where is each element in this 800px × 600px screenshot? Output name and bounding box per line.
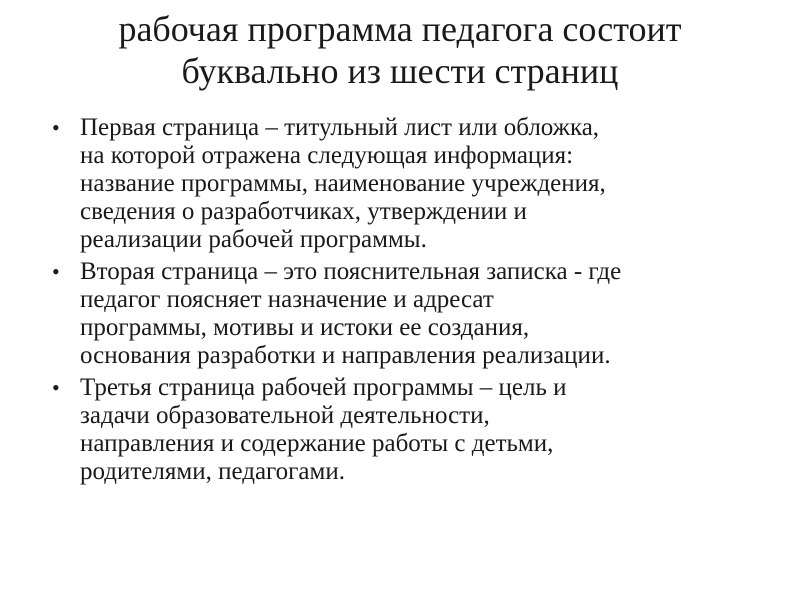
bullet-line: сведения о разработчиках, утверждении и <box>80 198 527 225</box>
bullet-line: на которой отражена следующая информация: <box>80 142 574 169</box>
bullet-item-third-page <box>52 374 764 486</box>
bullet-icon: • <box>52 115 60 140</box>
bullet-line: Вторая страница – это пояснительная записка - где <box>80 258 622 285</box>
bullet-icon: • <box>52 259 60 284</box>
bullet-item-first-page <box>52 114 764 254</box>
title-line-2: буквально из шести страниц <box>181 51 619 91</box>
bullet-line: Первая страница – титульный лист или обложка, <box>80 114 600 141</box>
slide-title <box>40 8 760 92</box>
title-line-1: рабочая программа педагога состоит <box>118 9 682 49</box>
bullet-line: основания разработки и направления реализации. <box>80 342 611 369</box>
bullet-line: задачи образовательной деятельности, <box>80 402 490 429</box>
bullet-text <box>80 114 764 254</box>
bullet-icon: • <box>52 375 60 400</box>
bullet-line: реализации рабочей программы. <box>80 226 427 253</box>
bullet-line: программы, мотивы и истоки ее создания, <box>80 314 530 341</box>
bullet-line: направления и содержание работы с детьми, <box>80 430 554 457</box>
bullet-list <box>52 114 764 490</box>
bullet-item-second-page <box>52 258 764 370</box>
bullet-text <box>80 374 764 486</box>
bullet-line: Третья страница рабочей программы – цель и <box>80 374 567 401</box>
bullet-line: родителями, педагогами. <box>80 458 345 485</box>
bullet-text <box>80 258 764 370</box>
bullet-line: педагог поясняет назначение и адресат <box>80 286 494 313</box>
bullet-line: название программы, наименование учреждения, <box>80 170 606 197</box>
